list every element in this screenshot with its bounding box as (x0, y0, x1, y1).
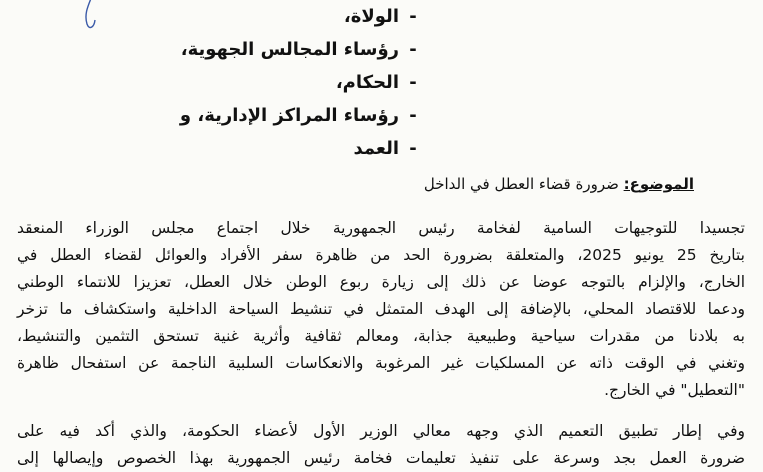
recipient-name: الولاة، (343, 6, 399, 27)
paragraph-line: تجسيدا للتوجيهات السامية لفخامة رئيس الجمهورية خلال اجتماع مجلس الوزراء المنعقد (17, 219, 745, 237)
subject-text: ضرورة قضاء العطل في الداخل (423, 175, 624, 193)
subject-line (424, 175, 694, 193)
body-paragraph-1 (17, 215, 745, 404)
paragraph-line: "التعطيل" في الخارج. (604, 381, 745, 399)
recipient-row (167, 132, 427, 165)
list-dash: - (409, 138, 417, 159)
body-paragraph-2 (17, 418, 745, 472)
paragraph-line: بتاريخ 25 يونيو 2025، والمتعلقة بضرورة الحد من ظاهرة سفر الأفراد والعوائل لقضاء العطل في (17, 246, 745, 264)
subject-label: الموضوع: (623, 175, 694, 193)
paragraph-line: وفي إطار تطبيق التعميم الذي وجهه معالي الوزير الأول لأعضاء الحكومة، والذي أكد فيه على (17, 422, 745, 440)
recipient-name: الحكام، (335, 72, 399, 93)
list-dash: - (409, 39, 417, 60)
recipient-row (167, 66, 427, 99)
recipient-row (167, 0, 427, 33)
list-dash: - (409, 105, 417, 126)
list-dash: - (409, 72, 417, 93)
pen-stroke-mark (78, 0, 108, 34)
recipients-list (167, 0, 427, 165)
paragraph-line: ودعما للاقتصاد المحلي، بالإضافة إلى الهدف المتمثل في تنشيط السياحة الداخلية واستكشاف ما تزخر (17, 300, 745, 318)
paragraph-line: ضرورة العمل بجد وسرعة على تنفيذ تعليمات فخامة رئيس الجمهورية بهذا الخصوص وإيصالها إلى (17, 449, 745, 467)
list-dash: - (409, 6, 417, 27)
recipient-row (167, 33, 427, 66)
recipient-row (167, 99, 427, 132)
paragraph-line: به بلادنا من مقدرات سياحية وطبيعية جذابة، ومعالم ثقافية وأثرية غنية تستحق التثمين والتنشيط، (17, 327, 745, 345)
paragraph-line: الخارج، والإلزام بالتوجه عوضا عن ذلك إلى زيارة ربوع الوطن خلال العطل، تعزيزا للانتماء الوطني (17, 273, 745, 291)
recipient-name: رؤساء المراكز الإدارية، و (179, 105, 399, 126)
paragraph-line: وتغني في الوقت ذاته عن المسلكيات غير المرغوبة والانعكاسات السلبية الناجمة عن استفحال ظاهرة (17, 354, 745, 372)
recipient-name: العمد (353, 138, 399, 159)
recipient-name: رؤساء المجالس الجهوية، (180, 39, 399, 60)
